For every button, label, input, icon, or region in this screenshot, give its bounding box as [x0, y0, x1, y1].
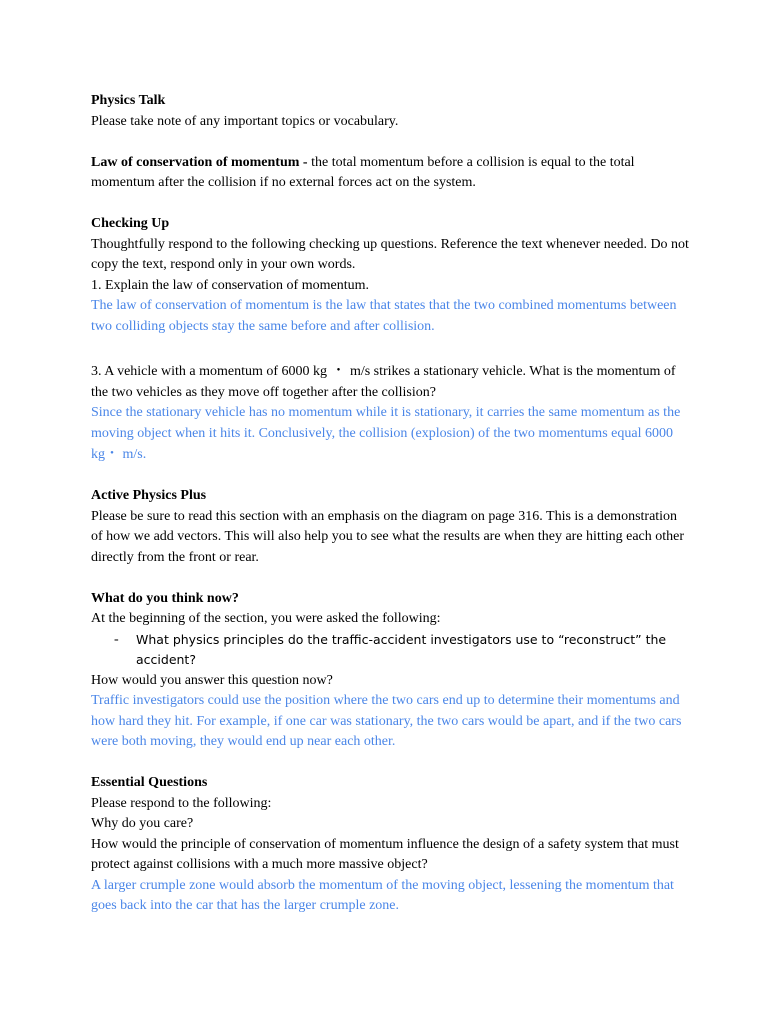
spacer — [91, 753, 691, 774]
spacer — [91, 466, 691, 487]
question-1: 1. Explain the law of conservation of momentum. — [91, 277, 369, 293]
answer-3 — [91, 403, 691, 466]
spacer — [91, 194, 691, 215]
answer-3-part2: m/s. — [119, 447, 147, 462]
essential-questions-heading: Essential Questions — [91, 775, 208, 790]
essential-questions-instruction: Please respond to the following: — [91, 795, 272, 811]
bullet-item — [91, 630, 691, 671]
physics-talk-instruction: Please take note of any important topics or vocabulary. — [91, 113, 399, 129]
active-physics-plus-heading: Active Physics Plus — [91, 488, 207, 503]
what-do-you-think-prompt: How would you answer this question now? — [91, 672, 333, 688]
definition-text: the total momentum before a collision is equal to the total momentum after the collision if no external forces act on the system. — [91, 154, 635, 190]
essential-questions-answer: A larger crumple zone would absorb the momentum of the moving object, lessening the momentum that goes back into the car that has the larger crumple zone. — [91, 877, 674, 913]
physics-talk-heading: Physics Talk — [91, 93, 166, 108]
what-do-you-think-answer: Traffic investigators could use the position where the two cars end up to determine their momentums and how hard they hit. For example, if one car was stationary, the two cars would be apart, and if the two cars were both moving, they would end up near each other. — [91, 693, 682, 749]
answer-1: The law of conservation of momentum is the law that states that the two combined momentums between two colliding objects stay the same before and after collision. — [91, 298, 677, 334]
what-do-you-think-heading: What do you think now? — [91, 590, 239, 606]
definition-paragraph — [91, 153, 691, 194]
spacer — [91, 568, 691, 589]
essential-questions-question: How would the principle of conservation of momentum influence the design of a safety system that must protect against collisions with a much more massive object? — [91, 836, 679, 872]
bullet-text: What physics principles do the traffic-accident investigators use to “reconstruct” the accident? — [136, 631, 667, 667]
bullet-dash: - — [114, 631, 119, 647]
checking-up-heading: Checking Up — [91, 216, 170, 231]
multiplication-dot: ・ — [105, 446, 119, 462]
spacer — [91, 132, 691, 153]
document-page — [91, 91, 691, 917]
question-3-part1: 3. A vehicle with a momentum of 6000 kg — [91, 364, 328, 379]
essential-questions-why: Why do you care? — [91, 816, 194, 831]
answer-3-part1: Since the stationary vehicle has no momentum while it is stationary, it carries the same momentum as the moving object when it hits it. Conclusively, the collision (explosion) of the two momentums equal 6000 kg — [91, 405, 681, 462]
question-3-part2: m/s strikes a stationary vehicle. What is the momentum of the two vehicles as they move off together after the collision? — [91, 364, 676, 400]
multiplication-dot: ・ — [327, 363, 350, 379]
spacer — [91, 337, 691, 361]
what-do-you-think-intro: At the beginning of the section, you were asked the following: — [91, 611, 441, 626]
active-physics-plus-body: Please be sure to read this section with an emphasis on the diagram on page 316. This is a demonstration of how we add vectors. This will also help you to see what the results are when they are hitting each other directly from the front or rear. — [91, 508, 685, 565]
checking-up-instruction: Thoughtfully respond to the following checking up questions. Reference the text whenever needed. Do not copy the text, respond only in your own words. — [91, 236, 689, 272]
definition-term: Law of conservation of momentum - — [91, 154, 308, 170]
question-3 — [91, 361, 691, 403]
